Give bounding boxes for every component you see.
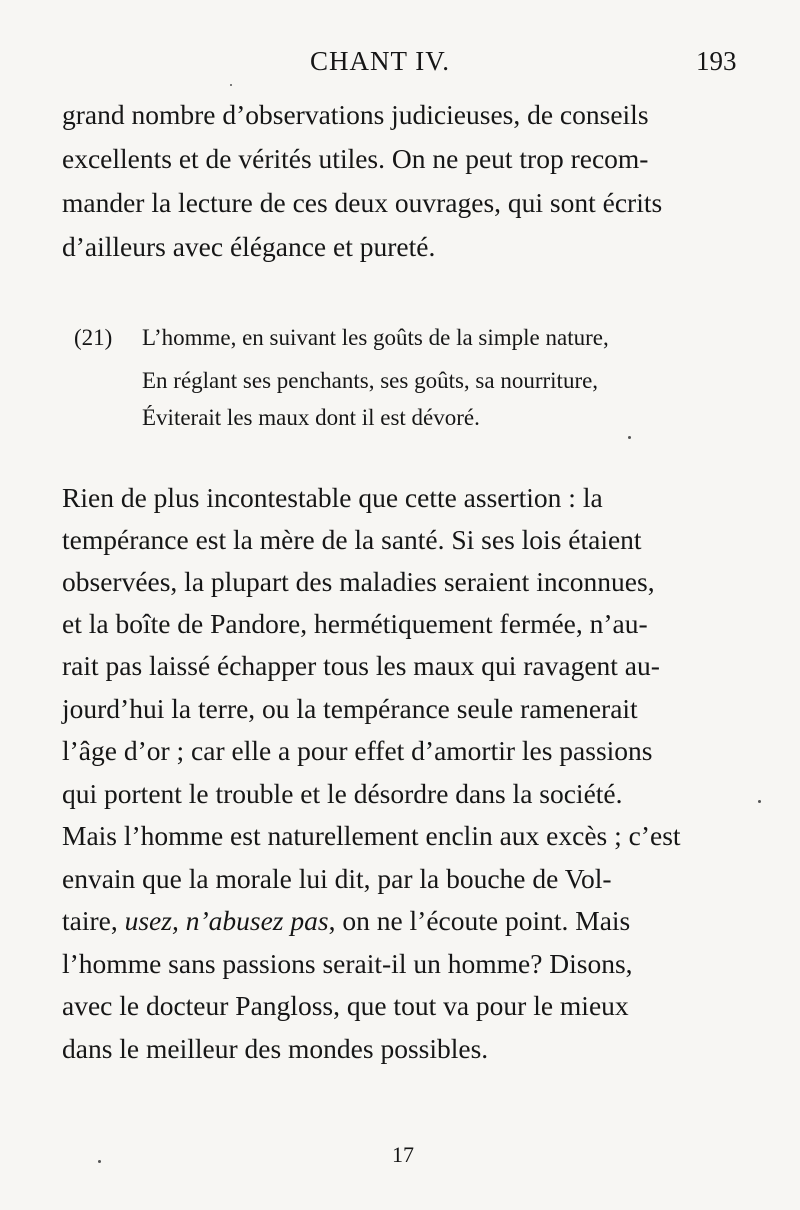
text-line: rait pas laissé échapper tous les maux qui ravagent au- bbox=[62, 650, 660, 681]
page-number: 193 bbox=[696, 46, 737, 76]
ink-speck bbox=[98, 1160, 101, 1163]
text-line: envain que la morale lui dit, par la bouche de Vol- bbox=[62, 863, 612, 894]
text-line: qui portent le trouble et le désordre dans la société. bbox=[62, 778, 623, 809]
ink-speck bbox=[628, 436, 631, 439]
text-line: observées, la plupart des maladies seraient inconnues, bbox=[62, 566, 655, 597]
signature-mark: 17 bbox=[392, 1142, 414, 1167]
ink-speck bbox=[230, 84, 232, 86]
text-line: jourd’hui la terre, ou la tempérance seule ramenerait bbox=[62, 693, 638, 724]
verse-line: En réglant ses penchants, ses goûts, sa nourriture, bbox=[142, 368, 599, 393]
text-line: avec le docteur Pangloss, que tout va pour le mieux bbox=[62, 990, 629, 1021]
running-head: CHANT IV. bbox=[310, 46, 451, 76]
text-segment: , on ne l’écoute point. Mais bbox=[328, 905, 631, 936]
text-line: l’homme sans passions serait-il un homme? Disons, bbox=[62, 948, 633, 979]
text-line: dans le meilleur des mondes possibles. bbox=[62, 1033, 489, 1064]
text-line: l’âge d’or ; car elle a pour effet d’amortir les passions bbox=[62, 735, 653, 766]
text-line: d’ailleurs avec élégance et pureté. bbox=[62, 231, 436, 262]
ink-speck bbox=[758, 800, 761, 803]
text-line: et la boîte de Pandore, hermétiquement fermée, n’au- bbox=[62, 608, 648, 639]
verse-line: Éviterait les maux dont il est dévoré. bbox=[142, 405, 480, 430]
text-segment: taire, bbox=[62, 905, 125, 936]
text-line bbox=[62, 907, 630, 935]
text-line: mander la lecture de ces deux ouvrages, qui sont écrits bbox=[62, 187, 663, 218]
text-line: Mais l’homme est naturellement enclin aux excès ; c’est bbox=[62, 820, 681, 851]
text-line: Rien de plus incontestable que cette assertion : la bbox=[62, 482, 603, 513]
text-line: grand nombre d’observations judicieuses, de conseils bbox=[62, 99, 649, 130]
italic-quote: usez, n’abusez pas bbox=[124, 905, 329, 936]
text-line: excellents et de vérités utiles. On ne peut trop recom- bbox=[62, 143, 649, 174]
text-line: tempérance est la mère de la santé. Si ses lois étaient bbox=[62, 524, 642, 555]
verse-line: L’homme, en suivant les goûts de la simple nature, bbox=[142, 325, 609, 350]
note-marker: (21) bbox=[74, 325, 113, 350]
